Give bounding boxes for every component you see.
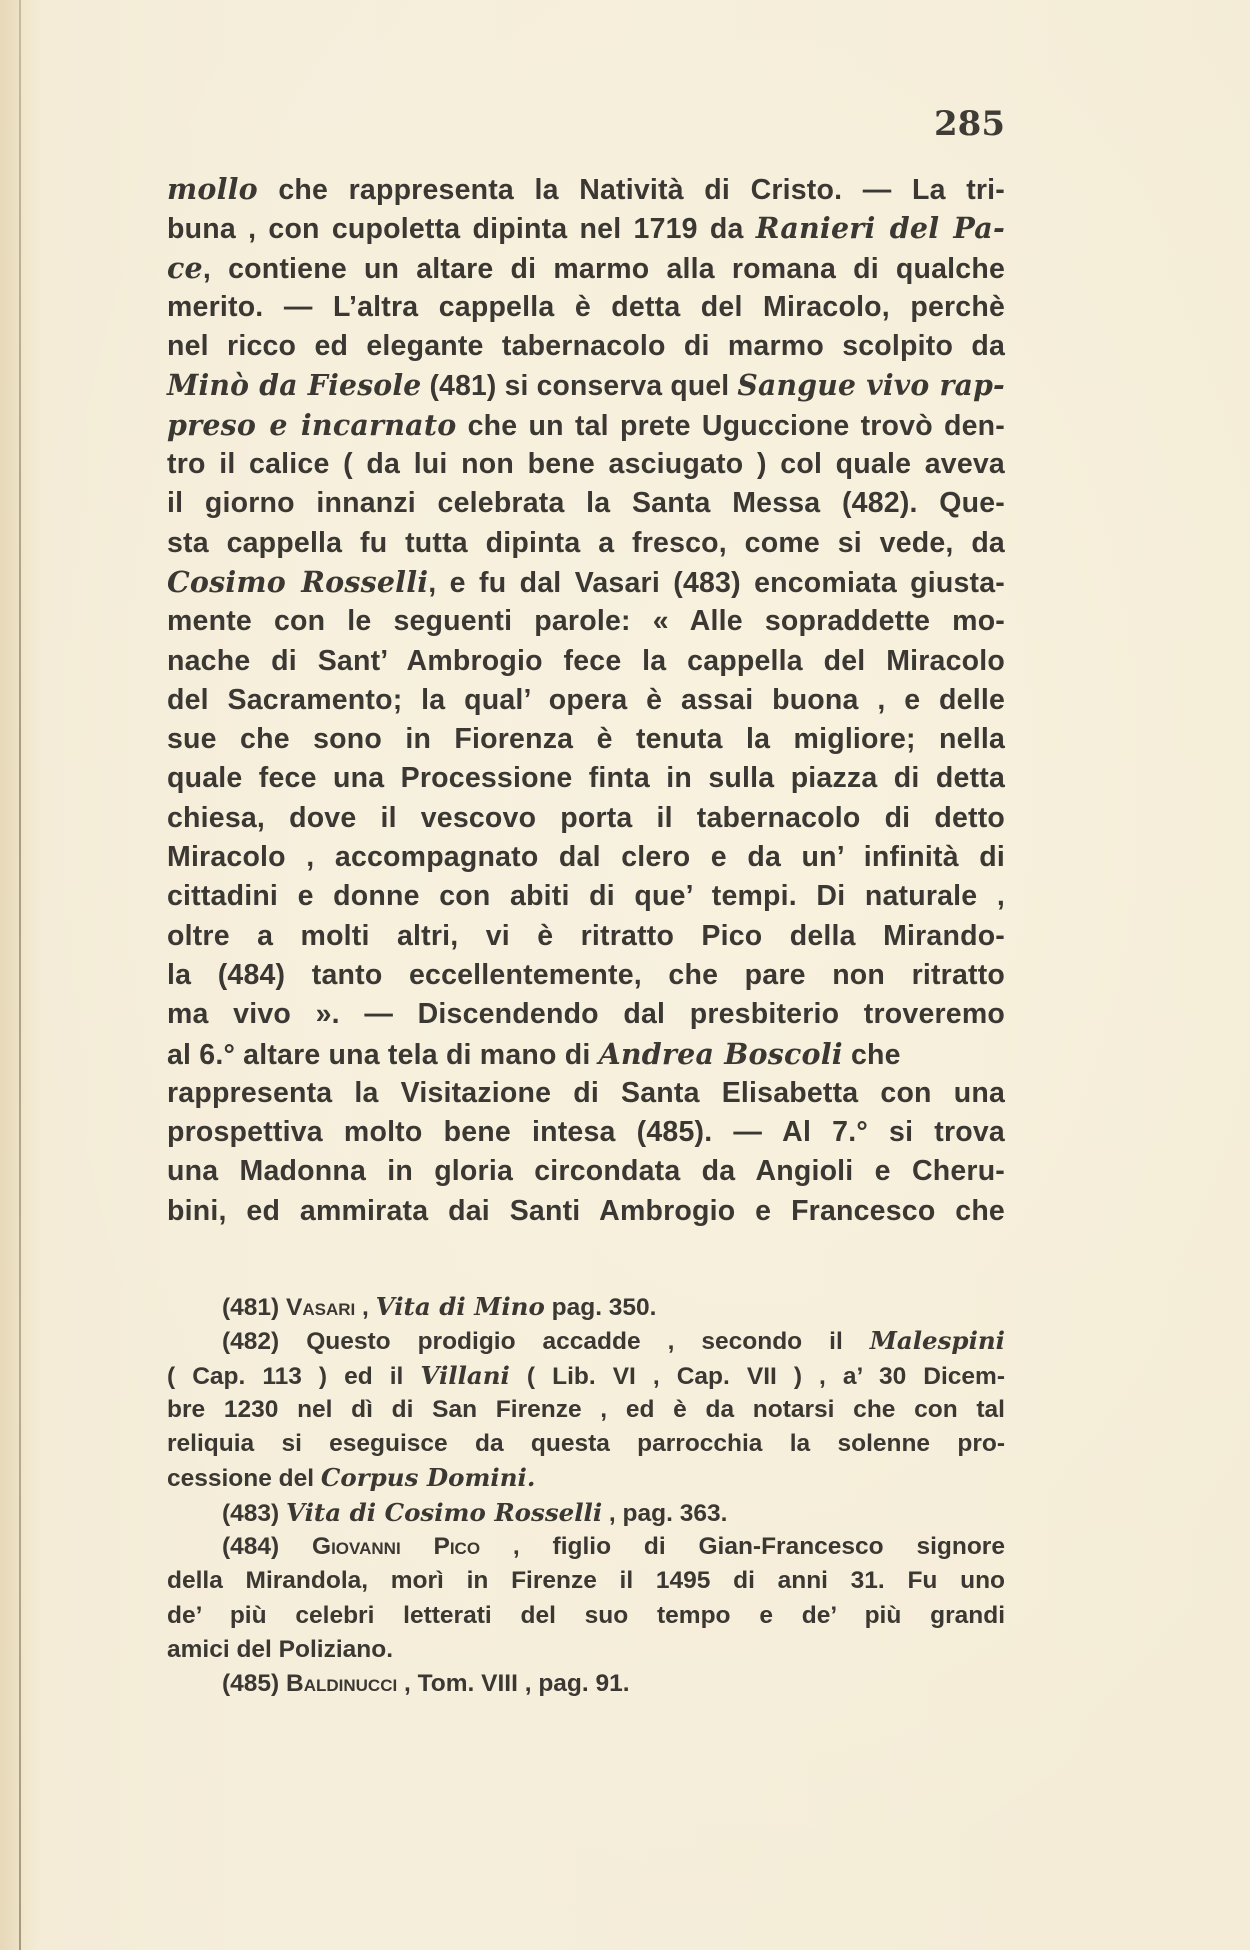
small-caps-name: Giovanni Pico bbox=[312, 1533, 481, 1561]
italic-text: mollo bbox=[167, 172, 258, 206]
footnote-line bbox=[167, 1461, 1005, 1495]
body-text bbox=[167, 170, 1005, 1231]
text-segment: nache di Sant’ Ambrogio fece la cappella del Miracolo bbox=[167, 644, 1005, 677]
body-line bbox=[167, 288, 1005, 327]
italic-text: Corpus Domini. bbox=[320, 1463, 536, 1493]
body-line bbox=[167, 917, 1005, 956]
footnote-line bbox=[167, 1599, 1005, 1633]
text-segment: che un tal prete Uguccione trovò den- bbox=[456, 409, 1005, 442]
text-segment: mente con le seguenti parole: « Alle sopraddette mo- bbox=[167, 605, 1005, 638]
text-segment: nel ricco ed elegante tabernacolo di marmo scolpito da bbox=[167, 330, 1005, 363]
text-segment: (483) bbox=[222, 1499, 287, 1527]
italic-text: preso e incarnato bbox=[167, 407, 457, 442]
page-number: 285 bbox=[934, 104, 1005, 144]
body-line bbox=[167, 877, 1005, 916]
italic-text: ce bbox=[167, 250, 203, 285]
italic-text: Minò da Fiesole bbox=[167, 368, 422, 403]
body-line bbox=[167, 1035, 1005, 1074]
text-segment: reliquia si eseguisce da questa parrocchia la solenne pro- bbox=[167, 1430, 1005, 1458]
text-segment: prospettiva molto bene intesa (485). — Al 7.° si trova bbox=[167, 1116, 1005, 1149]
text-segment: sue che sono in Fiorenza è tenuta la migliore; nella bbox=[167, 723, 1005, 756]
text-segment: il giorno innanzi celebrata la Santa Messa (482). Que- bbox=[167, 487, 1005, 520]
binding-gutter bbox=[0, 0, 19, 1950]
body-line bbox=[167, 838, 1005, 877]
italic-text: Vita di Cosimo Rosselli bbox=[286, 1497, 603, 1527]
text-segment: al 6.° altare una tela di mano di bbox=[167, 1038, 599, 1071]
text-segment: , bbox=[355, 1294, 376, 1321]
body-line bbox=[167, 1113, 1005, 1152]
italic-text: Andrea Boscoli bbox=[598, 1036, 843, 1071]
footnote-line bbox=[167, 1427, 1005, 1461]
text-segment: , contiene un altare di marmo alla romana di qualche bbox=[202, 252, 1005, 285]
text-segment: (481) si conserva quel bbox=[421, 370, 738, 403]
small-caps-name: Baldinucci bbox=[286, 1670, 398, 1698]
footnote-line bbox=[167, 1530, 1005, 1564]
text-segment: (485) bbox=[222, 1670, 287, 1698]
body-line bbox=[167, 1074, 1005, 1113]
footnote-line bbox=[167, 1359, 1005, 1393]
text-segment: del Sacramento; la qual’ opera è assai buona , e delle bbox=[167, 683, 1005, 716]
text-segment: merito. — L’altra cappella è detta del Miracolo, perchè bbox=[167, 290, 1005, 323]
body-line bbox=[167, 366, 1005, 405]
text-segment: bini, ed ammirata dai Santi Ambrogio e Francesco che bbox=[167, 1194, 1005, 1227]
footnote-line bbox=[167, 1633, 1005, 1667]
text-segment: , Tom. VIII , pag. 91. bbox=[397, 1670, 630, 1698]
text-segment: oltre a molti altri, vi è ritratto Pico della Mirando- bbox=[167, 919, 1005, 952]
text-segment: Miracolo , accompagnato dal clero e da un’ infinità di bbox=[167, 841, 1005, 874]
body-line bbox=[167, 720, 1005, 759]
footnote-line bbox=[167, 1324, 1005, 1358]
text-segment: che rappresenta la Natività di Cristo. — La tri- bbox=[257, 174, 1005, 206]
text-segment: bre 1230 nel dì di San Firenze , ed è da notarsi che con tal bbox=[167, 1395, 1005, 1423]
body-line bbox=[167, 1192, 1005, 1231]
footnote-line bbox=[167, 1393, 1005, 1427]
body-line bbox=[167, 1152, 1005, 1191]
text-segment: pag. 350. bbox=[544, 1294, 657, 1321]
text-segment: della Mirandola, morì in Firenze il 1495 di anni 31. Fu uno bbox=[167, 1567, 1005, 1595]
text-segment: la (484) tanto eccellentemente, che pare non ritratto bbox=[167, 958, 1005, 991]
body-line bbox=[167, 445, 1005, 484]
body-line bbox=[167, 327, 1005, 366]
italic-text: Sangue vivo rap- bbox=[737, 368, 1005, 403]
text-segment: che bbox=[842, 1038, 901, 1071]
text-segment: (481) bbox=[222, 1294, 287, 1321]
body-line bbox=[167, 642, 1005, 681]
text-segment: ma vivo ». — Discendendo dal presbiterio troveremo bbox=[167, 998, 1005, 1031]
text-segment: (482) Questo prodigio accadde , secondo il bbox=[222, 1328, 870, 1356]
body-line bbox=[167, 563, 1005, 602]
footnote-line bbox=[167, 1564, 1005, 1598]
body-line bbox=[167, 524, 1005, 563]
footnote-line bbox=[167, 1496, 1005, 1530]
text-segment: , e fu dal Vasari (483) encomiata giusta- bbox=[428, 566, 1005, 599]
body-line bbox=[167, 484, 1005, 523]
body-line bbox=[167, 406, 1005, 445]
text-segment: quale fece una Processione finta in sulla piazza di detta bbox=[167, 762, 1005, 795]
text-segment: cittadini e donne con abiti di que’ tempi. Di naturale , bbox=[167, 880, 1005, 913]
text-segment: , pag. 363. bbox=[602, 1499, 728, 1527]
body-line bbox=[167, 995, 1005, 1034]
body-line bbox=[167, 799, 1005, 838]
text-segment: tro il calice ( da lui non bene asciugato ) col quale aveva bbox=[167, 448, 1005, 481]
footnote-line bbox=[167, 1290, 1005, 1324]
binding-edge-line bbox=[19, 0, 21, 1950]
text-segment: rappresenta la Visitazione di Santa Elisabetta con una bbox=[167, 1076, 1005, 1109]
text-segment: ( Lib. VI , Cap. VII ) , a’ 30 Dicem- bbox=[509, 1362, 1005, 1390]
body-line bbox=[167, 759, 1005, 798]
text-segment: ( Cap. 113 ) ed il bbox=[167, 1362, 421, 1390]
text-segment: una Madonna in gloria circondata da Angioli e Cheru- bbox=[167, 1155, 1005, 1188]
body-line bbox=[167, 602, 1005, 641]
italic-text: Vita di Mino bbox=[375, 1292, 545, 1321]
text-segment: , figlio di Gian-Francesco signore bbox=[480, 1533, 1005, 1561]
body-line bbox=[167, 209, 1005, 248]
footnotes bbox=[167, 1290, 1005, 1702]
italic-text: Ranieri del Pa- bbox=[755, 211, 1005, 246]
text-segment: sta cappella fu tutta dipinta a fresco, come si vede, da bbox=[167, 526, 1005, 559]
text-segment: de’ più celebri letterati del suo tempo e de’ più grandi bbox=[167, 1601, 1005, 1629]
body-line bbox=[167, 681, 1005, 720]
body-line bbox=[167, 170, 1005, 209]
italic-text: Malespini bbox=[869, 1326, 1005, 1356]
small-caps-name: Vasari bbox=[286, 1294, 356, 1321]
text-segment: amici del Poliziano. bbox=[167, 1635, 394, 1663]
text-segment: buna , con cupoletta dipinta nel 1719 da bbox=[167, 213, 756, 246]
footnote-line bbox=[167, 1667, 1005, 1701]
italic-text: Cosimo Rosselli bbox=[167, 564, 429, 599]
body-line bbox=[167, 956, 1005, 995]
text-segment: chiesa, dove il vescovo porta il tabernacolo di detto bbox=[167, 801, 1005, 834]
text-segment: cessione del bbox=[167, 1465, 321, 1493]
italic-text: Villani bbox=[420, 1360, 510, 1390]
body-line bbox=[167, 249, 1005, 288]
text-segment: (484) bbox=[222, 1533, 313, 1561]
